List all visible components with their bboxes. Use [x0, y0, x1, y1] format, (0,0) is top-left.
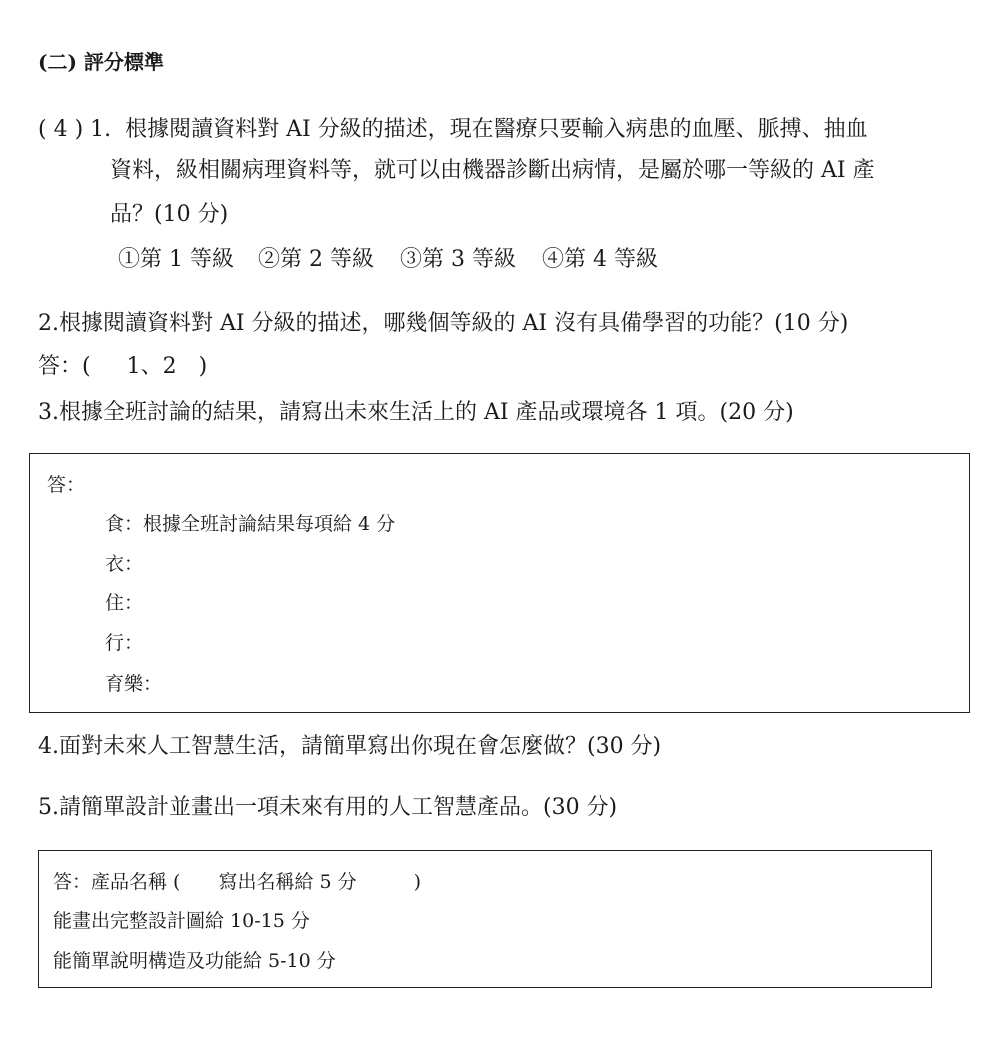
q5-answer-box [38, 850, 932, 988]
q3-question: 3.根據全班討論的結果，請寫出未來生活上的 AI 產品或環境各 1 項。(20 分) [38, 400, 794, 425]
q3-answer-box [29, 453, 970, 713]
q4-question: 4.面對未來人工智慧生活，請簡單寫出你現在會怎麼做？(30 分) [38, 734, 662, 759]
q5-design-criteria: 能畫出完整設計圖給 10-15 分 [53, 910, 310, 932]
q1-line-2: 資料，級相關病理資料等，就可以由機器診斷出病情，是屬於哪一等級的 AI 產 [110, 158, 875, 183]
q1-line-1: ( 4 ) 1. 根據閱讀資料對 AI 分級的描述，現在醫療只要輸入病患的血壓、脈搏、抽血 [38, 117, 868, 142]
q1-option: ①第 1 等級 [118, 247, 234, 272]
q1-option: ②第 2 等級 [258, 247, 374, 272]
q1-option: ④第 4 等級 [542, 247, 658, 272]
q3-item-food: 食：根據全班討論結果每項給 4 分 [105, 513, 396, 535]
q3-answer-label: 答： [47, 474, 86, 496]
q5-question: 5.請簡單設計並畫出一項未來有用的人工智慧產品。(30 分) [38, 795, 618, 820]
q3-item-transport: 行： [105, 632, 144, 654]
q3-item-recreation: 育樂： [105, 673, 163, 695]
q1-option: ③第 3 等級 [400, 247, 516, 272]
q5-product-name: 答：產品名稱 ( 寫出名稱給 5 分 ) [53, 871, 422, 893]
q2-question: 2.根據閱讀資料對 AI 分級的描述，哪幾個等級的 AI 沒有具備學習的功能？(10 分) [38, 311, 849, 336]
q2-answer: 答：( 1、2 ) [38, 354, 208, 379]
q3-item-clothing: 衣： [105, 553, 144, 575]
q5-explain-criteria: 能簡單說明構造及功能給 5-10 分 [53, 950, 336, 972]
section-title: (二) 評分標準 [38, 50, 164, 74]
q1-line-3: 品？(10 分) [110, 202, 229, 227]
q3-item-housing: 住： [105, 592, 144, 614]
